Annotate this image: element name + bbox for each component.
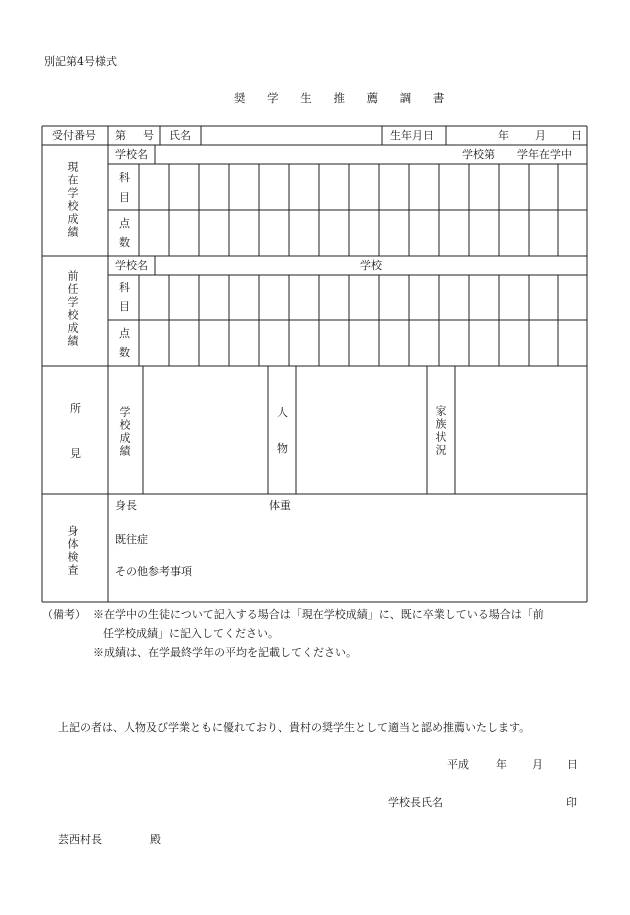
date-era-label: 平成 bbox=[447, 758, 469, 771]
current-school-section-label: 現在学校成績 bbox=[66, 161, 79, 239]
current-school-name-label: 学校名 bbox=[115, 148, 148, 161]
current-subject-label-1: 科 bbox=[119, 171, 130, 184]
remarks-section-label-1: 所 bbox=[70, 402, 81, 415]
previous-subject-label-1: 科 bbox=[119, 281, 130, 294]
previous-school-name-label: 学校名 bbox=[115, 259, 148, 272]
honorific: 殿 bbox=[150, 833, 161, 846]
previous-score-label-1: 点 bbox=[119, 327, 130, 340]
note-1-line-1: ※在学中の生徒について記入する場合は「現在学校成績」に、既に卒業している場合は「前 bbox=[93, 608, 544, 621]
medical-history-label: 既往症 bbox=[115, 533, 148, 546]
birthdate-label: 生年月日 bbox=[390, 129, 434, 142]
date-month-label: 月 bbox=[532, 758, 543, 771]
notes-label: （備考） bbox=[42, 608, 86, 621]
previous-subject-label-2: 目 bbox=[119, 300, 130, 313]
birth-day-label: 日 bbox=[571, 129, 582, 142]
remarks-character-label-2: 物 bbox=[277, 442, 288, 455]
other-notes-label: その他参考事項 bbox=[115, 565, 192, 578]
recommendation-statement: 上記の者は、人物及び学業ともに優れており、貴村の奨学生として適当と認め推薦いたします。 bbox=[58, 721, 531, 734]
current-score-label-1: 点 bbox=[119, 217, 130, 230]
receipt-number-label: 受付番号 bbox=[52, 129, 96, 142]
birth-year-label: 年 bbox=[498, 129, 509, 142]
current-subject-label-2: 目 bbox=[119, 191, 130, 204]
previous-school-suffix: 学校 bbox=[360, 259, 382, 272]
dai-label: 第 bbox=[115, 129, 126, 142]
previous-school-section-label: 前任学校成績 bbox=[66, 270, 79, 348]
document-title: 奨 学 生 推 薦 調 書 bbox=[234, 91, 454, 105]
form-number: 別記第4号様式 bbox=[44, 55, 117, 68]
remarks-family-label: 家族状況 bbox=[434, 405, 447, 457]
current-school-suffix: 学校第 学年在学中 bbox=[462, 148, 572, 161]
current-score-label-2: 数 bbox=[119, 236, 130, 249]
weight-label: 体重 bbox=[269, 499, 291, 512]
previous-score-label-2: 数 bbox=[119, 346, 130, 359]
date-day-label: 日 bbox=[567, 758, 578, 771]
remarks-academic-label: 学校成績 bbox=[118, 406, 131, 458]
seal-label: 印 bbox=[566, 796, 577, 809]
addressee: 芸西村長 bbox=[58, 833, 102, 846]
height-label: 身長 bbox=[115, 499, 137, 512]
gou-label: 号 bbox=[143, 129, 154, 142]
name-label: 氏名 bbox=[169, 129, 191, 142]
principal-name-label: 学校長氏名 bbox=[388, 796, 443, 809]
remarks-character-label-1: 人 bbox=[277, 406, 288, 419]
physical-exam-section-label: 身体検査 bbox=[66, 525, 79, 577]
note-2: ※成績は、在学最終学年の平均を記載してください。 bbox=[93, 646, 357, 659]
date-year-label: 年 bbox=[496, 758, 507, 771]
birth-month-label: 月 bbox=[535, 129, 546, 142]
remarks-section-label-2: 見 bbox=[70, 447, 81, 460]
note-1-line-2: 任学校成績」に記入してください。 bbox=[103, 627, 279, 640]
